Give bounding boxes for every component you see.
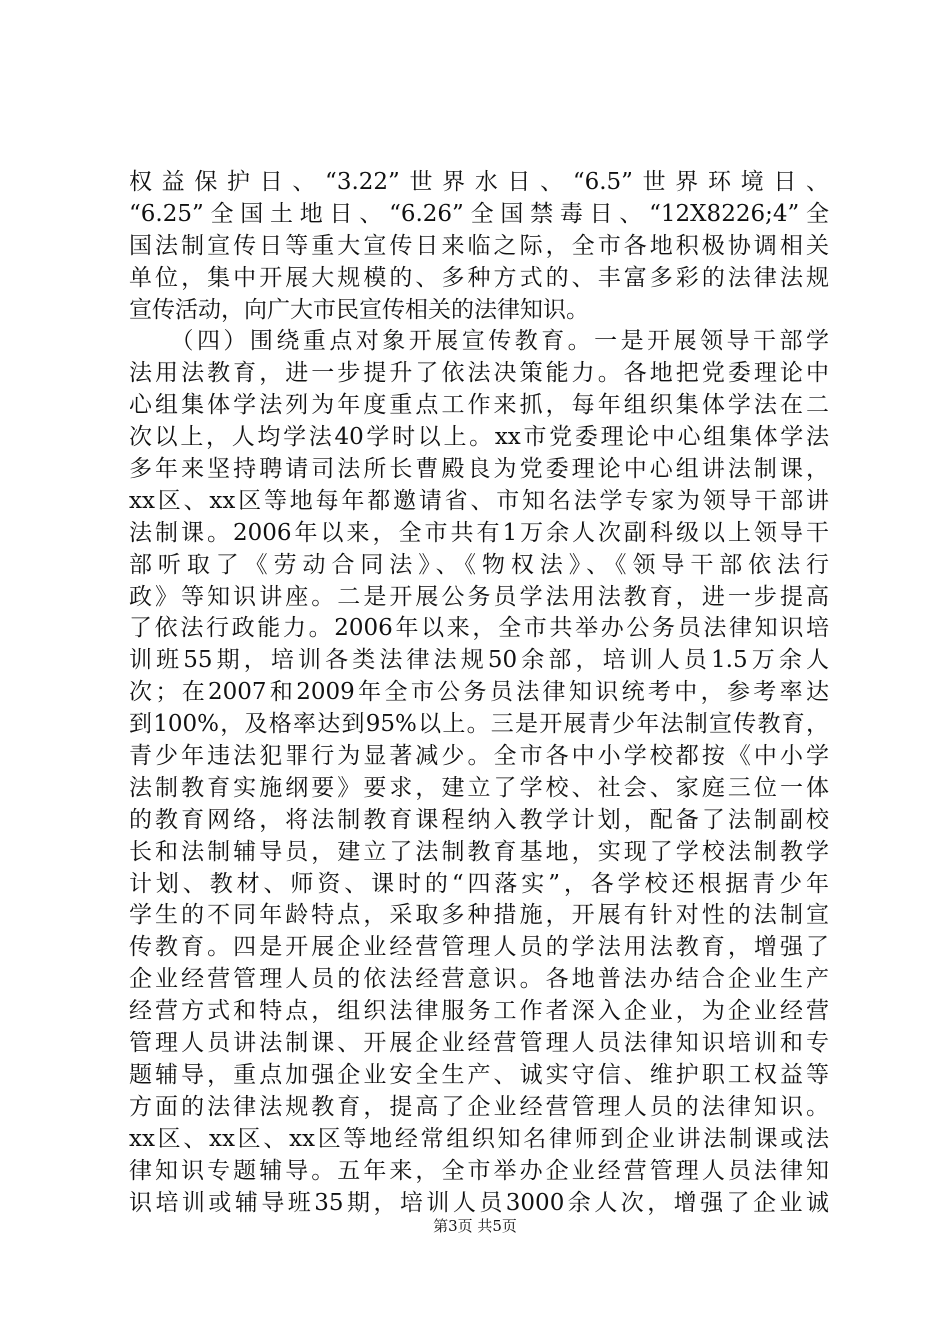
text-line: 方面的法律法规教育，提高了企业经营管理人员的法律知识。 bbox=[129, 1093, 829, 1120]
text-line: 管理人员讲法制课、开展企业经营管理人员法律知识培训和专 bbox=[129, 1030, 829, 1057]
text-line: 部听取了《劳动合同法》、《物权法》、《领导干部依法行 bbox=[129, 551, 829, 578]
text-line: 权益保护日、“3.22”世界水日、“6.5”世界环境日、 bbox=[129, 169, 829, 195]
text-line: 计划、教材、师资、课时的“四落实”，各学校还根据青少年 bbox=[129, 870, 829, 897]
page-number: 第3页 共5页 bbox=[433, 1217, 517, 1235]
text-line: 长和法制辅导员，建立了法制教育基地，实现了学校法制教学 bbox=[129, 838, 829, 865]
text-line: 多年来坚持聘请司法所长曹殿良为党委理论中心组讲法制课， bbox=[129, 456, 829, 483]
text-line: 法制教育实施纲要》要求，建立了学校、社会、家庭三位一体 bbox=[129, 774, 829, 801]
text-line: 训班55期，培训各类法律法规50余部，培训人员1.5万余人 bbox=[129, 647, 829, 674]
text-line: 政》等知识讲座。二是开展公务员学法用法教育，进一步提高 bbox=[129, 583, 829, 610]
text-line: 到100%，及格率达到95%以上。三是开展青少年法制宣传教育， bbox=[129, 711, 829, 738]
text-line: 的教育网络，将法制教育课程纳入教学计划，配备了法制副校 bbox=[129, 806, 829, 833]
text-line: 次；在2007和2009年全市公务员法律知识统考中，参考率达 bbox=[129, 679, 829, 706]
text-line: 了依法行政能力。2006年以来，全市共举办公务员法律知识培 bbox=[129, 615, 829, 642]
text-line: 次以上，人均学法40学时以上。xx市党委理论中心组集体学法 bbox=[129, 424, 829, 451]
text-line: 企业经营管理人员的依法经营意识。各地普法办结合企业生产 bbox=[129, 966, 829, 993]
document-body bbox=[129, 167, 829, 1219]
text-line: 律知识专题辅导。五年来，全市举办企业经营管理人员法律知 bbox=[129, 1157, 829, 1184]
text-line: 心组集体学法列为年度重点工作来抓，每年组织集体学法在二 bbox=[129, 392, 829, 419]
text-line: 国法制宣传日等重大宣传日来临之际，全市各地积极协调相关 bbox=[129, 232, 829, 259]
text-line: （四）围绕重点对象开展宣传教育。一是开展领导干部学 bbox=[129, 328, 829, 355]
text-line: 宣传活动，向广大市民宣传相关的法律知识。 bbox=[129, 296, 589, 323]
text-line: “6.25”全国土地日、“6.26”全国禁毒日、“12X8226;4”全 bbox=[129, 200, 829, 227]
text-line: 学生的不同年龄特点，采取多种措施，开展有针对性的法制宣 bbox=[129, 902, 829, 929]
text-line: 传教育。四是开展企业经营管理人员的学法用法教育，增强了 bbox=[129, 934, 829, 961]
text-line: 青少年违法犯罪行为显著减少。全市各中小学校都按《中小学 bbox=[129, 743, 829, 770]
text-line: 题辅导，重点加强企业安全生产、诚实守信、维护职工权益等 bbox=[129, 1061, 829, 1088]
text-line: 识培训或辅导班35期，培训人员3000余人次，增强了企业诚 bbox=[129, 1189, 829, 1216]
text-line: 法用法教育，进一步提升了依法决策能力。各地把党委理论中 bbox=[129, 360, 829, 387]
text-line: xx区、xx区、xx区等地经常组织知名律师到企业讲法制课或法 bbox=[129, 1125, 829, 1152]
page-footer bbox=[0, 1216, 950, 1236]
text-line: 单位，集中开展大规模的、多种方式的、丰富多彩的法律法规 bbox=[129, 264, 829, 291]
text-line: xx区、xx区等地每年都邀请省、市知名法学专家为领导干部讲 bbox=[129, 487, 829, 514]
text-line: 经营方式和特点，组织法律服务工作者深入企业，为企业经营 bbox=[129, 998, 829, 1025]
text-line: 法制课。2006年以来，全市共有1万余人次副科级以上领导干 bbox=[129, 519, 829, 546]
